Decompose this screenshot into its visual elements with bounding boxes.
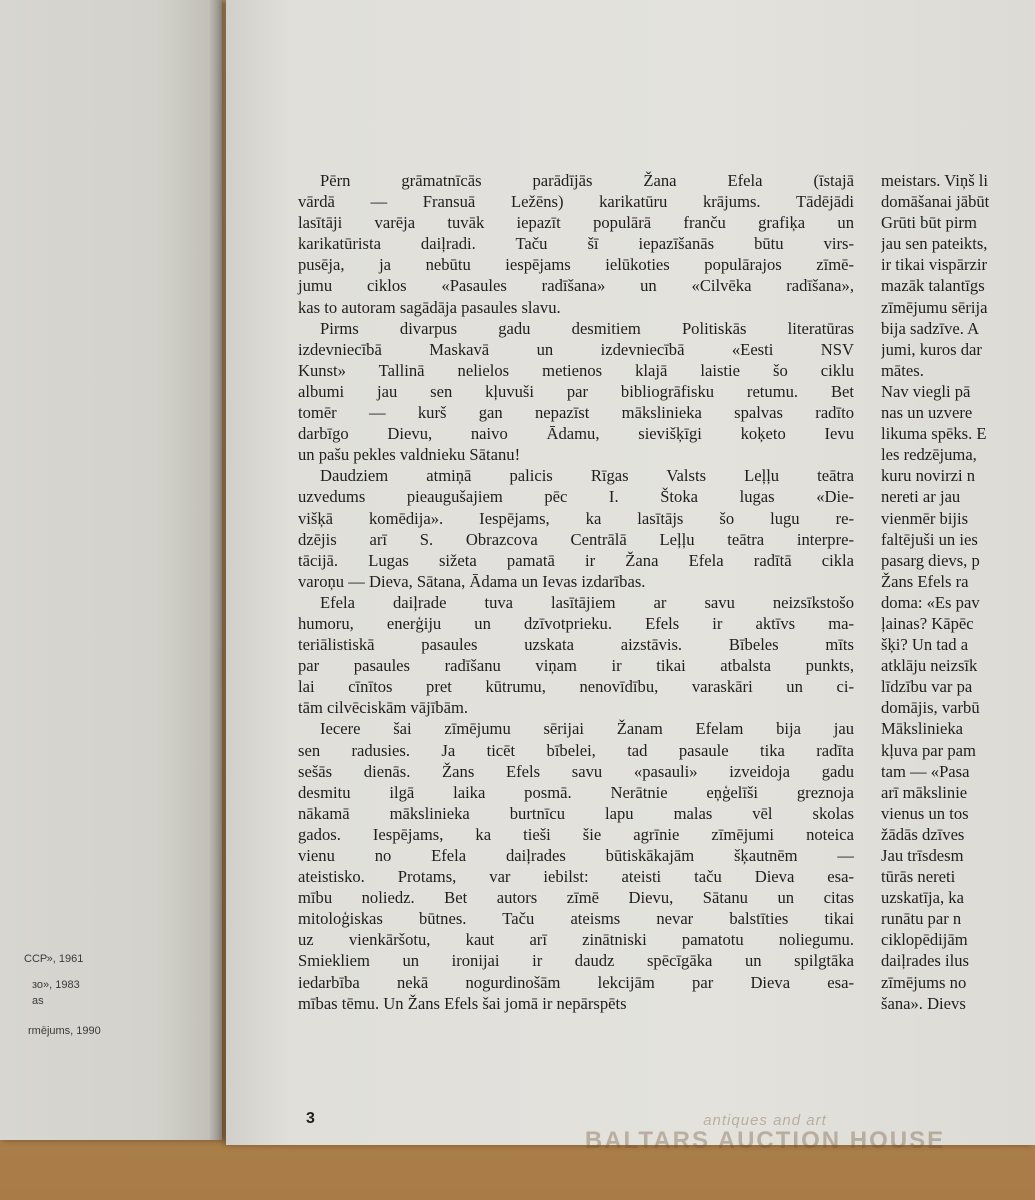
left-page-edge	[210, 0, 222, 1140]
side-text-line: meistars. Viņš li	[881, 171, 989, 190]
side-text-line: kļuva par pam	[881, 740, 976, 760]
paragraph	[298, 318, 854, 466]
side-text-line: faltējuši un ies	[881, 529, 978, 549]
side-text-line: šana». Dievs	[881, 993, 966, 1013]
side-text-line: les redzējuma,	[881, 445, 977, 465]
left-page-fragment: ССР», 1961	[24, 953, 84, 965]
side-text-line: jau sen pateikts,	[881, 234, 988, 254]
text-line: tomēr — kurš gan nepazīst mākslinieka spalvas radīto	[298, 403, 854, 423]
side-text-line: daiļrades ilus	[881, 951, 970, 971]
text-line: jumu ciklos «Pasaules radīšana» un «Cilvēka radīšana»,	[298, 276, 854, 296]
text-line: darbīgo Dievu, naivo Ādamu, sievišķīgi koķeto Ievu	[298, 424, 854, 444]
text-line: kas to autoram sagādāja pasaules slavu.	[298, 297, 561, 317]
side-text-line: doma: «Es pav	[881, 592, 980, 612]
side-text-line: pasarg dievs, p	[881, 550, 980, 570]
paragraph	[298, 718, 854, 1013]
text-line: lasītāji varēja tuvāk iepazīt populārā franču grafiķa un	[298, 213, 854, 233]
text-line: Efela daiļrade tuva lasītājiem ar savu neizsīkstošo	[320, 592, 854, 612]
side-text-line: bija sadzīve. A	[881, 318, 980, 338]
text-line: teriālistiskā pasaules uzskata aizstāvis. Bībeles mīts	[298, 635, 854, 655]
side-text-line: domāšanai jābūt	[881, 192, 990, 212]
paragraph	[298, 465, 854, 592]
left-page-fragment: rmējums, 1990	[28, 1025, 101, 1037]
side-text-line: žādās dzīves	[881, 824, 965, 844]
text-line: humoru, enerģiju un dzīvotprieku. Efels ir aktīvs ma-	[298, 613, 854, 633]
text-line: tācijā. Lugas sižeta pamatā ir Žana Efela radītā cikla	[298, 550, 854, 570]
text-line: varoņu — Dieva, Sātana, Ādama un Ievas izdarības.	[298, 571, 646, 591]
text-line: iedarbība nekā nogurdinošām lekcijām par Dieva esa-	[298, 972, 854, 992]
text-line: višķā komēdija». Iespējams, ka lasītājs šo lugu re-	[298, 508, 854, 528]
text-line: gados. Iespējams, ka tieši šie agrīnie zīmējumi noteica	[298, 824, 854, 844]
side-text-line: jumi, kuros dar	[881, 339, 982, 359]
side-text-line: atklāju neizsīk	[881, 656, 978, 676]
text-line: Pirms divarpus gadu desmitiem Politiskās literatūras	[320, 318, 854, 338]
text-line: albumi jau sen kļuvuši par bibliogrāfisku retumu. Bet	[298, 381, 854, 401]
text-line: desmitu ilgā laika posmā. Nerātnie eņģelīši greznoja	[298, 782, 854, 802]
side-text-line: tūrās nereti	[881, 867, 956, 887]
text-line: Daudziem atmiņā palicis Rīgas Valsts Leļļu teātra	[320, 466, 854, 486]
side-text-line: ciklopēdijām	[881, 930, 968, 950]
side-text-line: uzskatīja, ka	[881, 888, 964, 908]
text-line: uz vienkāršotu, kaut arī zinātniski pamatotu noliegumu.	[298, 930, 854, 950]
text-line: mību noliedz. Bet autors zīmē Dievu, Sātanu un citas	[298, 888, 854, 908]
side-text-line: arī mākslinie	[881, 782, 968, 802]
text-line: izdevniecībā Maskavā un izdevniecībā «Eesti NSV	[298, 339, 854, 359]
side-text-line: zīmējums no	[881, 972, 967, 992]
text-line: karikatūrista daiļradi. Taču šī iepazīšanās būtu virs-	[298, 234, 854, 254]
text-line: sešās dienās. Žans Efels savu «pasauli» izveidoja gadu	[298, 761, 854, 781]
text-line: Kunst» Tallinā nelielos metienos klajā laistie šo ciklu	[298, 360, 854, 380]
text-line: nākamā mākslinieka burtnīcu lapu malas vēl skolas	[298, 803, 854, 823]
text-line: tām cilvēciskām vājībām.	[298, 698, 469, 718]
paragraph	[298, 170, 854, 318]
page-number: 3	[306, 1110, 315, 1127]
text-line: dzējis arī S. Obrazcova Centrālā Leļļu teātra interpre-	[298, 529, 854, 549]
left-page-fragment: зо», 1983	[32, 979, 80, 991]
side-text-line: kuru novirzi n	[881, 466, 976, 486]
text-line: lai cīnītos pret kūtrumu, nenovīdību, varaskāri un ci-	[298, 677, 854, 697]
side-text-line: ļainas? Kāpēc	[881, 613, 974, 633]
watermark	[555, 1112, 975, 1155]
side-text-line: vienus un tos	[881, 803, 969, 823]
side-text-line: Žans Efels ra	[881, 571, 969, 591]
side-text-line: Nav viegli pā	[881, 381, 971, 401]
side-text-line: zīmējumu sērija	[881, 297, 988, 317]
text-line: Iecere šai zīmējumu sērijai Žanam Efelam bija jau	[320, 719, 854, 739]
left-page	[0, 0, 222, 1140]
text-line: un pašu pekles valdnieku Sātanu!	[298, 445, 521, 465]
text-line: mitoloģiskas būtnes. Taču ateisms nevar balstīties tikai	[298, 909, 854, 929]
side-text-line: mazāk talantīgs	[881, 276, 985, 296]
right-page	[226, 0, 1035, 1145]
watermark-brand: BALTARS AUCTION HOUSE	[584, 1127, 946, 1154]
text-line: uzvedums pieaugušajiem pēc I. Štoka lugas «Die-	[298, 487, 854, 507]
side-text-line: Grūti būt pirm	[881, 213, 977, 233]
text-line: ateistisko. Protams, var iebilst: ateisti taču Dieva esa-	[298, 867, 854, 887]
side-text-line: Mākslinieka	[881, 719, 964, 739]
side-text-column	[881, 170, 1035, 1014]
text-line: mības tēmu. Un Žans Efels šai jomā ir nepārspēts	[298, 993, 627, 1013]
side-text-line: nas un uzvere	[881, 403, 973, 423]
side-text-line: tam — «Pasa	[881, 761, 970, 781]
text-line: vārdā — Fransuā Ležēns) karikatūru krājums. Tādējādi	[298, 192, 854, 212]
text-line: Smiekliem un ironijai ir daudz spēcīgāka un spilgtāka	[298, 951, 854, 971]
paragraph	[298, 592, 854, 719]
side-text-line: domājis, varbū	[881, 698, 980, 718]
main-text-column	[298, 170, 854, 1014]
text-line: Pērn grāmatnīcās parādījās Žana Efela (īstajā	[320, 171, 854, 190]
text-line: par pasaules radīšanu viņam ir tikai atbalsta punkts,	[298, 656, 854, 676]
side-text-line: ir tikai vispārzir	[881, 255, 987, 275]
side-text-line: mātes.	[881, 360, 924, 380]
side-text-line: likuma spēks. E	[881, 424, 987, 444]
side-text-line: līdzību var pa	[881, 677, 973, 697]
side-text-line: nereti ar jau	[881, 487, 961, 507]
left-page-fragment: as	[32, 995, 44, 1007]
text-line: sen radusies. Ja ticēt bībelei, tad pasaule tika radīta	[298, 740, 854, 760]
side-text-line: šķi? Un tad a	[881, 635, 969, 655]
text-line: pusēja, ja nebūtu iespējams ielūkoties populārajos zīmē-	[298, 255, 854, 275]
text-line: vienu no Efela daiļrades būtiskākajām šķautnēm —	[298, 846, 854, 865]
side-text-line: Jau trīsdesm	[881, 846, 964, 865]
side-text-line: runātu par n	[881, 909, 962, 929]
side-text-line: vienmēr bijis	[881, 508, 969, 528]
watermark-tagline: antiques and art	[703, 1112, 827, 1129]
